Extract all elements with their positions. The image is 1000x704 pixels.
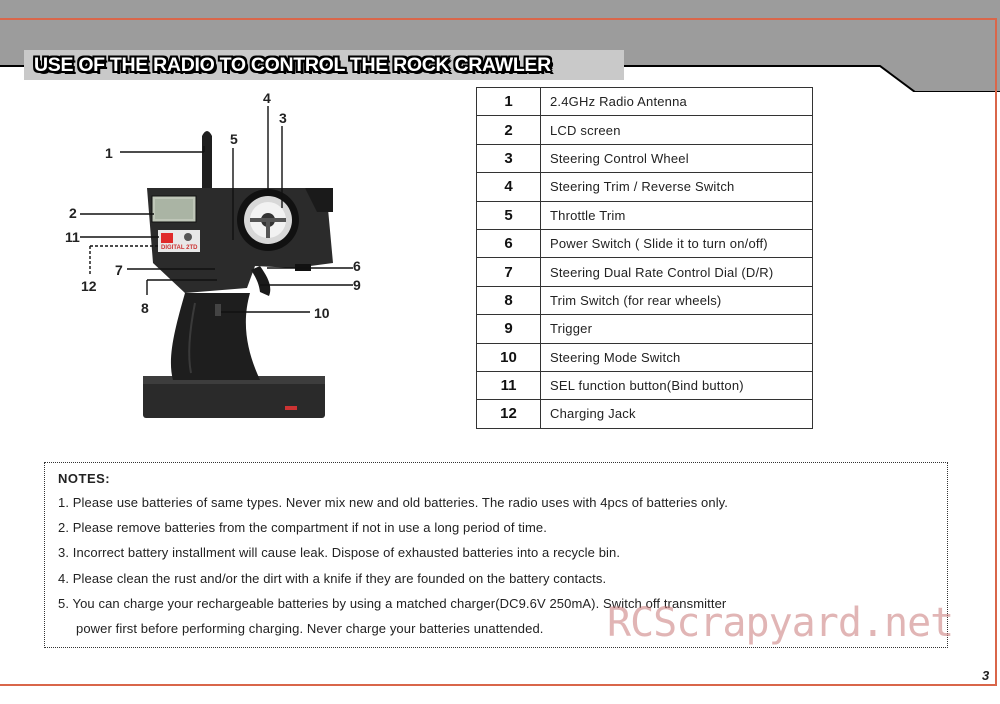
table-row: [477, 173, 813, 201]
note-line: 4. Please clean the rust and/or the dirt with a knife if they are founded on the battery contacts.: [58, 571, 607, 586]
table-row: [477, 144, 813, 172]
callout-12: 12: [81, 278, 97, 294]
table-row: [477, 400, 813, 428]
watermark: RCScrapyard.net: [607, 600, 954, 646]
part-number: 9: [477, 315, 541, 343]
callout-8: 8: [141, 300, 149, 316]
part-number: 12: [477, 400, 541, 428]
part-number: 4: [477, 173, 541, 201]
callout-9: 9: [353, 277, 361, 293]
note-line: power first before performing charging. Never charge your batteries unattended.: [76, 621, 544, 636]
table-row: [477, 371, 813, 399]
page-number: 3: [982, 668, 990, 683]
part-number: 6: [477, 229, 541, 257]
part-number: 5: [477, 201, 541, 229]
part-number: 8: [477, 286, 541, 314]
part-description: Steering Control Wheel: [541, 144, 813, 172]
notes-title: NOTES:: [58, 471, 111, 486]
callout-6: 6: [353, 258, 361, 274]
table-row: [477, 343, 813, 371]
part-description: Steering Trim / Reverse Switch: [541, 173, 813, 201]
callout-7: 7: [115, 262, 123, 278]
callout-5: 5: [230, 131, 238, 147]
part-description: Steering Dual Rate Control Dial (D/R): [541, 258, 813, 286]
part-description: Trigger: [541, 315, 813, 343]
part-description: SEL function button(Bind button): [541, 371, 813, 399]
note-line: 5. You can charge your rechargeable batteries by using a matched charger(DC9.6V 250mA). Switch off transmitter: [58, 596, 727, 611]
part-number: 3: [477, 144, 541, 172]
callout-4: 4: [263, 90, 271, 106]
note-line: 2. Please remove batteries from the compartment if not in use a long period of time.: [58, 520, 547, 535]
transmitter-image: [55, 88, 375, 428]
note-line: 3. Incorrect battery installment will cause leak. Dispose of exhausted batteries into a recycle bin.: [58, 545, 621, 560]
part-description: LCD screen: [541, 116, 813, 144]
page-title: USE OF THE RADIO TO CONTROL THE ROCK CRAWLER: [34, 54, 551, 76]
part-number: 10: [477, 343, 541, 371]
table-row: [477, 201, 813, 229]
part-number: 1: [477, 88, 541, 116]
table-row: [477, 88, 813, 116]
table-row: [477, 116, 813, 144]
table-row: [477, 229, 813, 257]
part-number: 7: [477, 258, 541, 286]
part-description: Power Switch ( Slide it to turn on/off): [541, 229, 813, 257]
part-number: 2: [477, 116, 541, 144]
callout-11: 11: [65, 229, 80, 245]
callout-3: 3: [279, 110, 287, 126]
part-description: Trim Switch (for rear wheels): [541, 286, 813, 314]
callout-1: 1: [105, 145, 113, 161]
table-row: [477, 315, 813, 343]
part-description: 2.4GHz Radio Antenna: [541, 88, 813, 116]
part-description: Steering Mode Switch: [541, 343, 813, 371]
note-line: 1. Please use batteries of same types. Never mix new and old batteries. The radio uses with 4pcs of batteries only.: [58, 495, 729, 510]
table-row: [477, 258, 813, 286]
parts-table: [476, 87, 813, 429]
callout-2: 2: [69, 205, 77, 221]
part-description: Throttle Trim: [541, 201, 813, 229]
brand-label: DIGITAL 2TD: [161, 245, 198, 251]
callout-10: 10: [314, 305, 330, 321]
part-description: Charging Jack: [541, 400, 813, 428]
part-number: 11: [477, 371, 541, 399]
radio-diagram: [55, 88, 375, 428]
table-row: [477, 286, 813, 314]
